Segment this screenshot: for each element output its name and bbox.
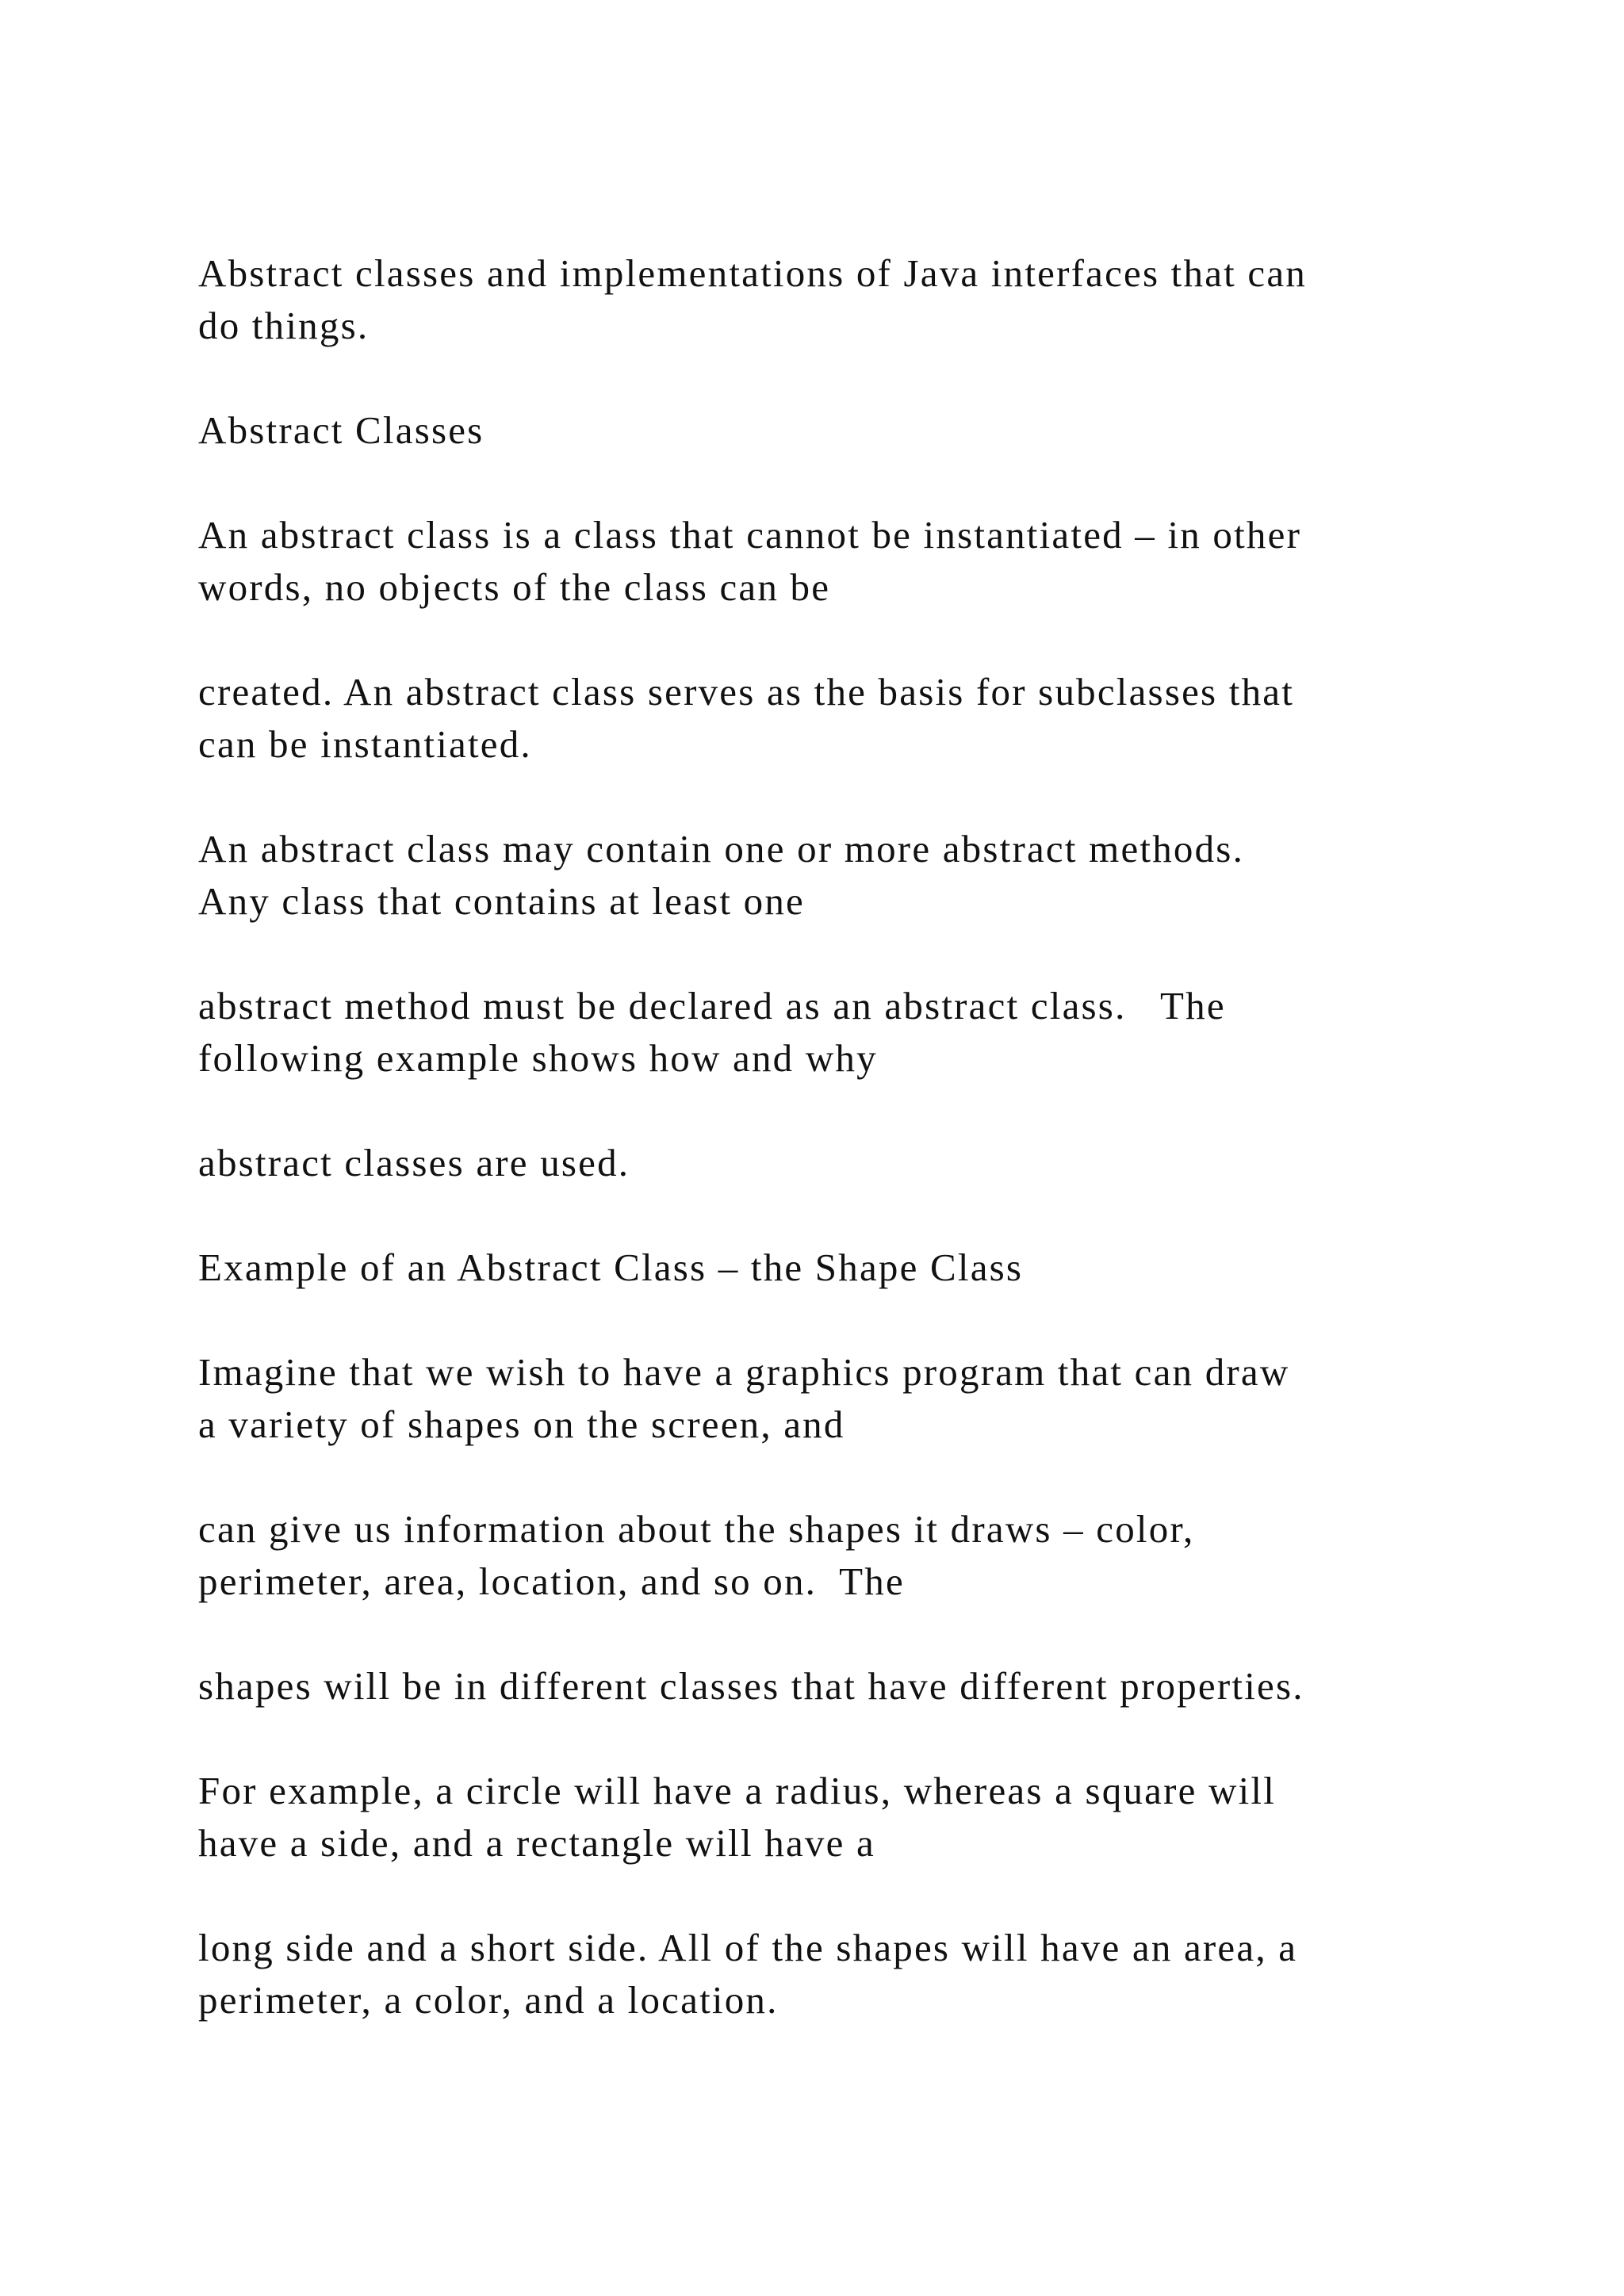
paragraph-intro: Abstract classes and implementations of Java interfaces that can do things. xyxy=(198,251,1308,347)
paragraph-definition-cont: created. An abstract class serves as the basis for subclasses that can be instantiated. xyxy=(198,670,1295,766)
heading-shape-example: Example of an Abstract Class – the Shape Class xyxy=(198,1246,1024,1289)
paragraph-shape-examples: For example, a circle will have a radius, whereas a square will have a side, and a rectangle will have a xyxy=(198,1769,1277,1865)
paragraph-shape-info: can give us information about the shapes it draws – color, perimeter, area, location, and so on. The xyxy=(198,1507,1195,1603)
paragraph-abstract-methods-cont: abstract method must be declared as an abstract class. The following example shows how and why xyxy=(198,984,1226,1080)
paragraph-usage: abstract classes are used. xyxy=(198,1141,630,1184)
paragraph-definition: An abstract class is a class that cannot be instantiated – in other words, no objects of the class can be xyxy=(198,513,1302,609)
paragraph-shape-properties: long side and a short side. All of the shapes will have an area, a perimeter, a color, and a location. xyxy=(198,1926,1298,2022)
paragraph-graphics-program: Imagine that we wish to have a graphics program that can draw a variety of shapes on the screen, and xyxy=(198,1350,1290,1446)
paragraph-abstract-methods: An abstract class may contain one or more abstract methods. Any class that contains at least one xyxy=(198,827,1245,923)
heading-abstract-classes: Abstract Classes xyxy=(198,408,485,452)
paragraph-shape-classes: shapes will be in different classes that have different properties. xyxy=(198,1664,1304,1708)
